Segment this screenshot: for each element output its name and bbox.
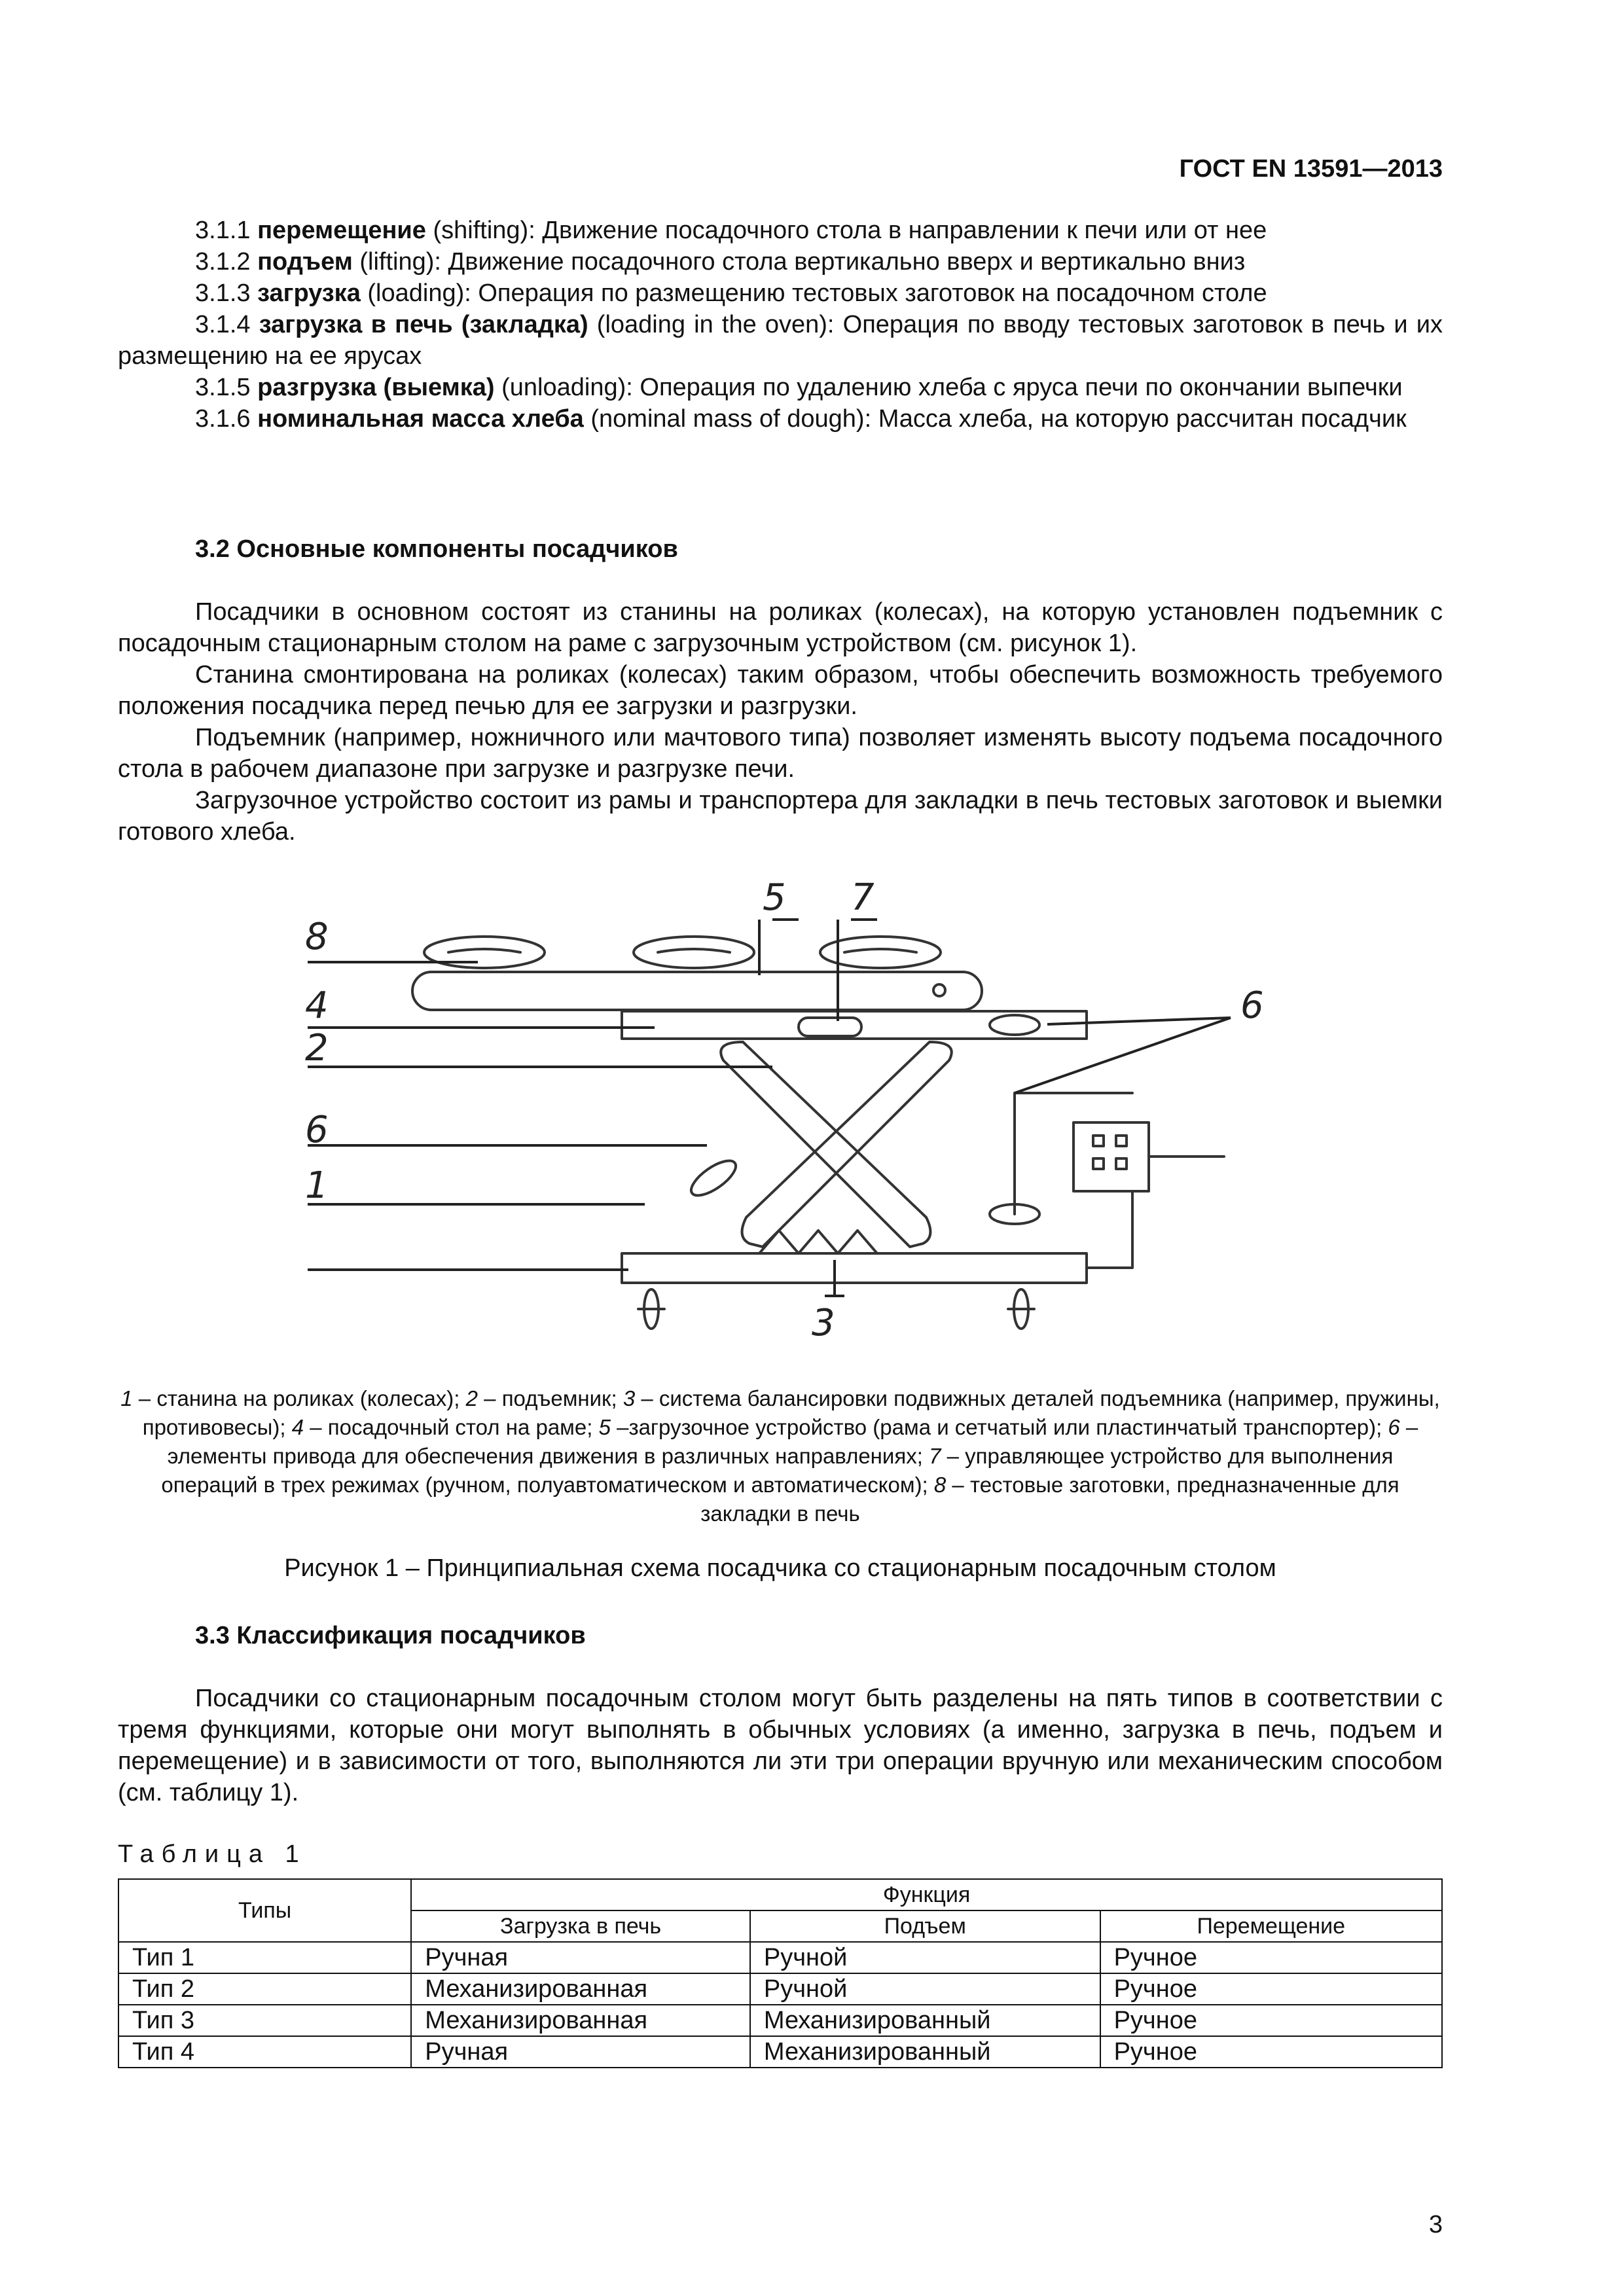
paragraph: Загрузочное устройство состоит из рамы и транспортера для закладки в печь тестовых заготовок и выемки готового хлеба. [118, 787, 1443, 846]
figure-label-7: 7 [851, 876, 875, 919]
table-row: Тип 1 Ручная Ручной Ручное [118, 1942, 1442, 1973]
definition-3-1-1: 3.1.1 перемещение (shifting): Движение посадочного стола в направлении к печи или от нее [195, 217, 1267, 244]
definition-3-1-2: 3.1.2 подъем (lifting): Движение посадочного стола вертикально вверх и вертикально вниз [195, 248, 1246, 276]
definitions-list [118, 215, 1443, 435]
table-row: Тип 2 Механизированная Ручной Ручное [118, 1973, 1442, 2005]
definition-3-1-6: 3.1.6 номинальная масса хлеба (nominal mass of dough): Масса хлеба, на которую рассчитан посадчик [195, 405, 1407, 433]
drive-element [990, 1015, 1039, 1035]
definition-3-1-3: 3.1.3 загрузка (loading): Операция по размещению тестовых заготовок на посадочном столе [195, 279, 1267, 307]
section-3-2 [118, 533, 1443, 848]
figure-label-6: 6 [305, 1109, 329, 1151]
figure-label-3: 3 [812, 1302, 835, 1342]
table-row: Тип 3 Механизированная Механизированный Ручное [118, 2005, 1442, 2036]
scissors-lift [721, 1042, 952, 1247]
header-types: Типы [118, 1879, 411, 1942]
term: перемещение [257, 217, 426, 244]
classification-table [118, 1878, 1443, 2068]
header-function: Функция [411, 1879, 1442, 1910]
control-device [799, 1018, 861, 1036]
document-header: ГОСТ EN 13591—2013 [1179, 155, 1443, 183]
figure-label-1: 1 [305, 1164, 329, 1207]
figure-legend: 1 – станина на роликах (колесах); 2 – подъемник; 3 – система балансировки подвижных деталей подъемника (например, пружины, противовесы); 4 – посадочный стол на раме; 5 –загрузочное устройство (рама и сетчатый или пластинчатый транспортер); 6 – элементы привода для обеспечения движения в различных направлениях; 7 – управляющее устройство для выполнения операций в трех режимах (ручном, полуавтоматическом и автоматическом); 8 – тестовые заготовки, предназначенные для закладки в печь [120, 1386, 1440, 1526]
section-3-3 [118, 1620, 1443, 1808]
table-row: Тип 4 Ручная Механизированный Ручное [118, 2036, 1442, 2068]
base-frame [622, 1253, 1087, 1283]
header-lifting: Подъем [750, 1910, 1100, 1942]
figure-label-8: 8 [305, 916, 329, 958]
figure-title: Рисунок 1 – Принципиальная схема посадчика со стационарным посадочным столом [284, 1554, 1276, 1582]
figure-label-5: 5 [763, 876, 786, 919]
section-title: 3.3 Классификация посадчиков [195, 1622, 586, 1649]
control-panel [1074, 1122, 1149, 1191]
figure-label-2: 2 [305, 1027, 329, 1069]
section-title: 3.2 Основные компоненты посадчиков [195, 535, 678, 563]
term: разгрузка (выемка) [257, 374, 495, 401]
header-loading: Загрузка в печь [411, 1910, 750, 1942]
definition-3-1-4: 3.1.4 загрузка в печь (закладка) (loading in the oven): Операция по вводу тестовых заготовок в печь и их размещению на ее ярусах [118, 311, 1443, 370]
page-number: 3 [1428, 2211, 1443, 2238]
balancing-spring [759, 1230, 877, 1253]
drive-element [686, 1155, 741, 1202]
paragraph: Станина смонтирована на роликах (колесах) таким образом, чтобы обеспечить возможность требуемого положения посадчика перед печью для ее загрузки и разгрузки. [118, 661, 1443, 720]
term: подъем [257, 248, 353, 276]
paragraph: Посадчики со стационарным посадочным столом могут быть разделены на пять типов в соответствии с тремя функциями, которые они могут выполнять в обычных условиях (а именно, загрузка в печь, подъем и перемещение) и в зависимости от того, выполняются ли эти три операции вручную или механическим способом (см. таблицу 1). [118, 1685, 1443, 1806]
header-shifting: Перемещение [1100, 1910, 1442, 1942]
term: загрузка [257, 279, 361, 307]
term: загрузка в печь (закладка) [259, 311, 588, 338]
conveyor-frame [412, 972, 982, 1010]
loader-schematic-figure [262, 870, 1283, 1342]
term: номинальная масса хлеба [257, 405, 584, 433]
figure-label-4: 4 [305, 984, 329, 1027]
dough-piece [634, 937, 754, 968]
paragraph: Посадчики в основном состоят из станины на роликах (колесах), на которую установлен подъемник с посадочным стационарным столом на раме с загрузочным устройством (см. рисунок 1). [118, 598, 1443, 657]
definition-3-1-5: 3.1.5 разгрузка (выемка) (unloading): Операция по удалению хлеба с яруса печи по окончании выпечки [195, 374, 1403, 401]
figure-label-6-right: 6 [1240, 984, 1264, 1027]
conveyor-roller [933, 984, 945, 996]
table-label: Таблица 1 [118, 1840, 307, 1868]
paragraph: Подъемник (например, ножничного или мачтового типа) позволяет изменять высоту подъема посадочного стола в рабочем диапазоне при загрузке и разгрузке печи. [118, 724, 1443, 783]
